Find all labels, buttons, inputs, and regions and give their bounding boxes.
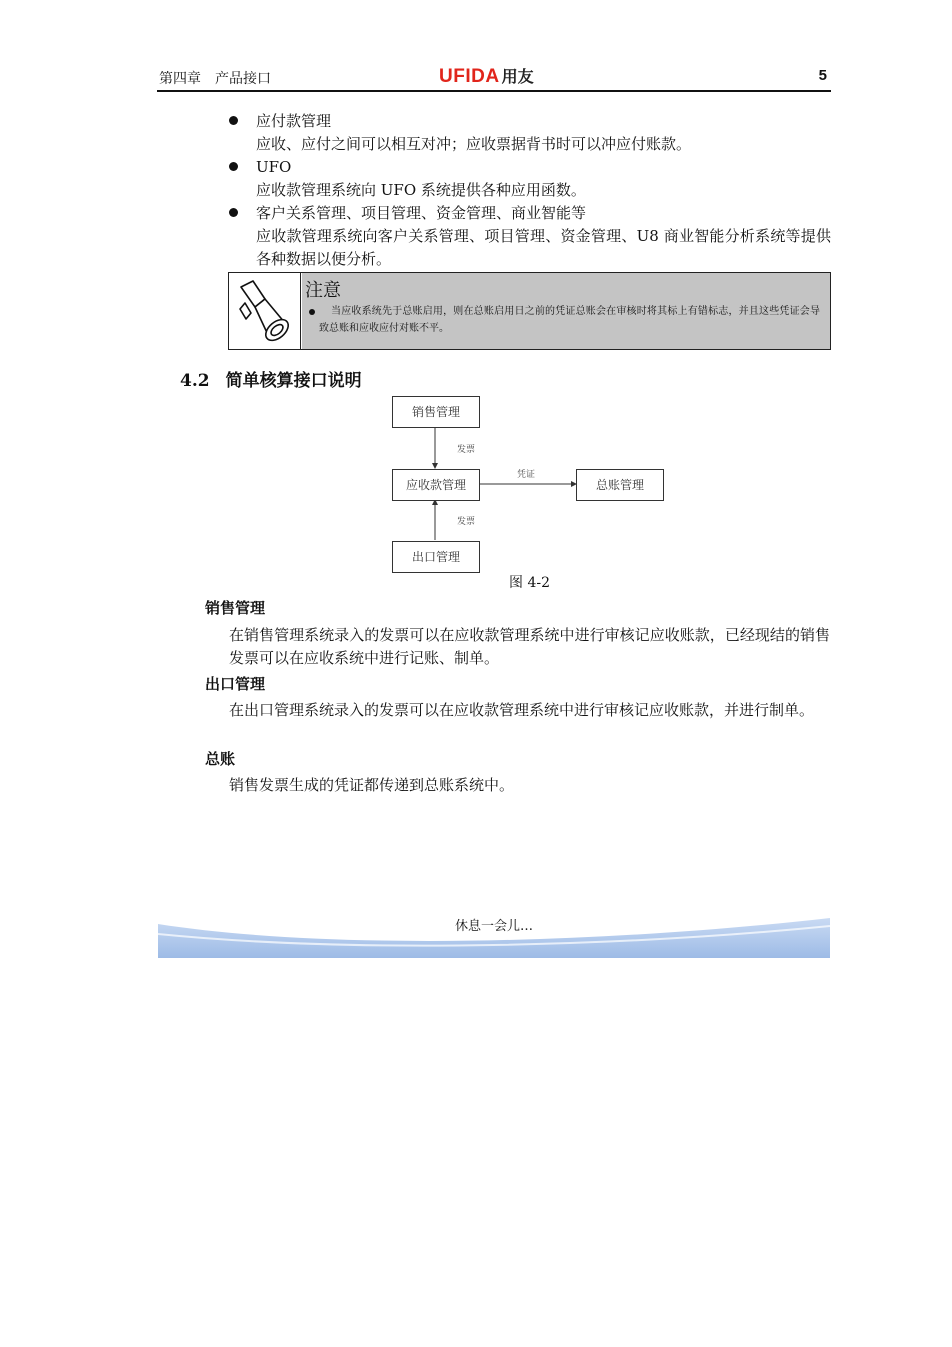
note-text: 当应收系统先于总账启用，则在总账启用日之前的凭证总账会在审核时将其标上有错标志，并且这些凭证会导致总账和应收应付对账不平。 [319,306,820,334]
subsection-heading: 出口管理 [205,675,266,693]
bullet-icon [229,162,238,171]
section-title: 简单核算接口说明 [225,371,362,391]
edge-label-invoice: 发票 [457,517,476,527]
list-item-desc: 应收、应付之间可以相互对冲；应收票据背书时可以冲应付账款。 [256,135,692,153]
subsection-text: 在销售管理系统录入的发票可以在应收款管理系统中进行审核记应收账款，已经现结的销售发票可以在应收系统中进行记账、制单。 [229,626,830,667]
list-item [228,110,831,156]
footer-text: 休息一会儿… [454,919,533,934]
edge-label-invoice: 发票 [457,445,476,455]
list-item-title: 客户关系管理、项目管理、资金管理、商业智能等 [256,204,587,222]
note-box [228,272,831,350]
subsection-heading: 销售管理 [205,599,266,617]
bullet-icon [309,309,315,315]
note-title: 注意 [305,280,341,301]
list-item-desc: 应收款管理系统向客户关系管理、项目管理、资金管理、U8 商业智能分析系统等提供各种数据以便分析。 [256,227,831,268]
page-header [157,62,831,92]
interface-bullet-list [228,110,831,271]
node-export: 出口管理 [392,541,480,573]
brand-name-cn: 用友 [501,69,534,86]
subsection-heading: 总账 [205,750,236,768]
list-item-desc: 应收款管理系统向 UFO 系统提供各种应用函数。 [256,181,586,199]
brand-logo [439,64,534,88]
subsection-text: 销售发票生成的凭证都传递到总账系统中。 [229,776,515,794]
footer-band [158,912,830,958]
chapter-title: 第四章 产品接口 [159,71,271,87]
flow-diagram [380,394,680,574]
megaphone-icon [229,273,300,349]
figure-caption: 图 4-2 [509,575,550,591]
list-item [228,202,831,271]
section-heading [180,366,362,391]
edge-label-voucher: 凭证 [517,470,536,480]
node-ar: 应收款管理 [392,469,480,501]
subsection-text: 在出口管理系统录入的发票可以在应收款管理系统中进行审核记应收账款，并进行制单。 [229,701,815,719]
page-number: 5 [818,67,827,84]
list-item [228,156,831,202]
section-number: 4.2 [180,371,210,391]
note-body [302,273,830,349]
node-gl: 总账管理 [576,469,664,501]
brand-name-en: UFIDA [439,66,500,87]
bullet-icon [229,116,238,125]
note-icon-cell [229,273,301,349]
list-item-title: 应付款管理 [256,112,332,130]
node-sales: 销售管理 [392,396,480,428]
bullet-icon [229,208,238,217]
list-item-title: UFO [256,158,292,176]
